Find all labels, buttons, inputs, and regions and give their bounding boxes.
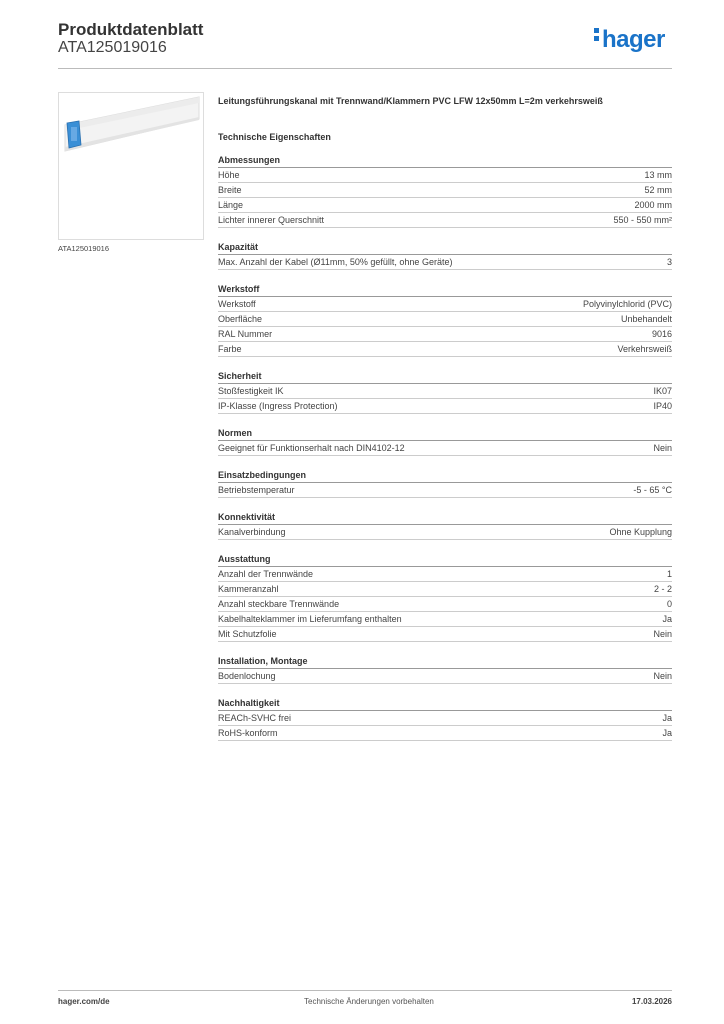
spec-value: Ja (662, 728, 672, 738)
section-heading: Einsatzbedingungen (218, 469, 672, 483)
spec-row (218, 342, 672, 357)
spec-label: REACh-SVHC frei (218, 713, 292, 723)
spec-label: IP-Klasse (Ingress Protection) (218, 401, 338, 411)
spec-label: Betriebstemperatur (218, 485, 295, 495)
spec-value: Ja (662, 713, 672, 723)
spec-section (218, 283, 672, 357)
spec-label: Mit Schutzfolie (218, 629, 277, 639)
spec-row (218, 582, 672, 597)
spec-value: 9016 (651, 329, 672, 339)
spec-row (218, 669, 672, 684)
spec-section (218, 154, 672, 228)
spec-value: 2000 mm (634, 200, 672, 210)
cable-duct-image (59, 93, 203, 239)
spec-row (218, 567, 672, 582)
section-heading: Nachhaltigkeit (218, 697, 672, 711)
spec-value: 52 mm (644, 185, 672, 195)
spec-row (218, 627, 672, 642)
section-heading: Ausstattung (218, 553, 672, 567)
spec-label: Kammeranzahl (218, 584, 279, 594)
spec-row (218, 213, 672, 228)
spec-label: Kanalverbindung (218, 527, 286, 537)
article-number: ATA125019016 (58, 39, 167, 56)
hager-logo: hager (594, 26, 665, 54)
spec-sections (218, 154, 672, 741)
section-heading: Abmessungen (218, 154, 672, 168)
footer-website-link[interactable]: hager.com/de (58, 997, 110, 1006)
spec-value: 0 (666, 599, 672, 609)
spec-label: Werkstoff (218, 299, 256, 309)
spec-value: IP40 (653, 401, 672, 411)
spec-label: Anzahl steckbare Trennwände (218, 599, 340, 609)
section-heading: Sicherheit (218, 370, 672, 384)
spec-value: 3 (666, 257, 672, 267)
spec-row (218, 441, 672, 456)
spec-label: Anzahl der Trennwände (218, 569, 314, 579)
spec-value: 1 (666, 569, 672, 579)
spec-label: Farbe (218, 344, 242, 354)
spec-row (218, 255, 672, 270)
spec-row (218, 483, 672, 498)
spec-value: Verkehrsweiß (617, 344, 672, 354)
footer-date: 17.03.2026 (631, 997, 672, 1006)
spec-label: RoHS-konform (218, 728, 278, 738)
spec-label: Oberfläche (218, 314, 263, 324)
spec-label: RAL Nummer (218, 329, 273, 339)
spec-section (218, 655, 672, 684)
document-title: Produktdatenblatt (58, 20, 204, 39)
footer-notice: Technische Änderungen vorbehalten (304, 997, 434, 1006)
spec-content (218, 94, 672, 741)
spec-value: -5 - 65 °C (633, 485, 672, 495)
spec-value: IK07 (653, 386, 672, 396)
spec-section (218, 511, 672, 540)
product-image (58, 92, 204, 240)
spec-row (218, 726, 672, 741)
spec-row (218, 597, 672, 612)
spec-row (218, 168, 672, 183)
footer-divider (58, 990, 672, 991)
spec-row (218, 327, 672, 342)
spec-label: Breite (218, 185, 242, 195)
spec-value: Unbehandelt (620, 314, 672, 324)
spec-label: Bodenlochung (218, 671, 276, 681)
spec-value: 2 - 2 (653, 584, 672, 594)
logo-dots-icon (594, 25, 600, 44)
spec-section (218, 553, 672, 642)
section-heading: Normen (218, 427, 672, 441)
tech-heading: Technische Eigenschaften (218, 132, 331, 142)
spec-row (218, 399, 672, 414)
spec-row (218, 297, 672, 312)
spec-row (218, 312, 672, 327)
spec-section (218, 427, 672, 456)
spec-row (218, 384, 672, 399)
spec-section (218, 241, 672, 270)
spec-value: Nein (653, 443, 672, 453)
section-heading: Installation, Montage (218, 655, 672, 669)
spec-value: Polyvinylchlorid (PVC) (582, 299, 672, 309)
spec-label: Länge (218, 200, 244, 210)
spec-value: Nein (653, 671, 672, 681)
header-divider (58, 68, 672, 69)
spec-row (218, 711, 672, 726)
spec-label: Stoßfestigkeit IK (218, 386, 284, 396)
section-heading: Werkstoff (218, 283, 672, 297)
spec-label: Kabelhalteklammer im Lieferumfang enthalten (218, 614, 402, 624)
product-title: Leitungsführungskanal mit Trennwand/Klammern PVC LFW 12x50mm L=2m verkehrsweiß (218, 96, 603, 106)
section-heading: Kapazität (218, 241, 672, 255)
spec-row (218, 525, 672, 540)
spec-section (218, 697, 672, 741)
spec-value: Ohne Kupplung (609, 527, 672, 537)
image-caption: ATA125019016 (58, 244, 110, 253)
spec-section (218, 370, 672, 414)
spec-label: Lichter innerer Querschnitt (218, 215, 325, 225)
spec-value: 550 - 550 mm² (613, 215, 672, 225)
spec-row (218, 198, 672, 213)
spec-section (218, 469, 672, 498)
spec-label: Geeignet für Funktionserhalt nach DIN4102-12 (218, 443, 405, 453)
spec-row (218, 183, 672, 198)
spec-label: Höhe (218, 170, 240, 180)
spec-value: Ja (662, 614, 672, 624)
spec-label: Max. Anzahl der Kabel (Ø11mm, 50% gefüllt, ohne Geräte) (218, 257, 453, 267)
spec-value: Nein (653, 629, 672, 639)
spec-row (218, 612, 672, 627)
spec-value: 13 mm (644, 170, 672, 180)
section-heading: Konnektivität (218, 511, 672, 525)
